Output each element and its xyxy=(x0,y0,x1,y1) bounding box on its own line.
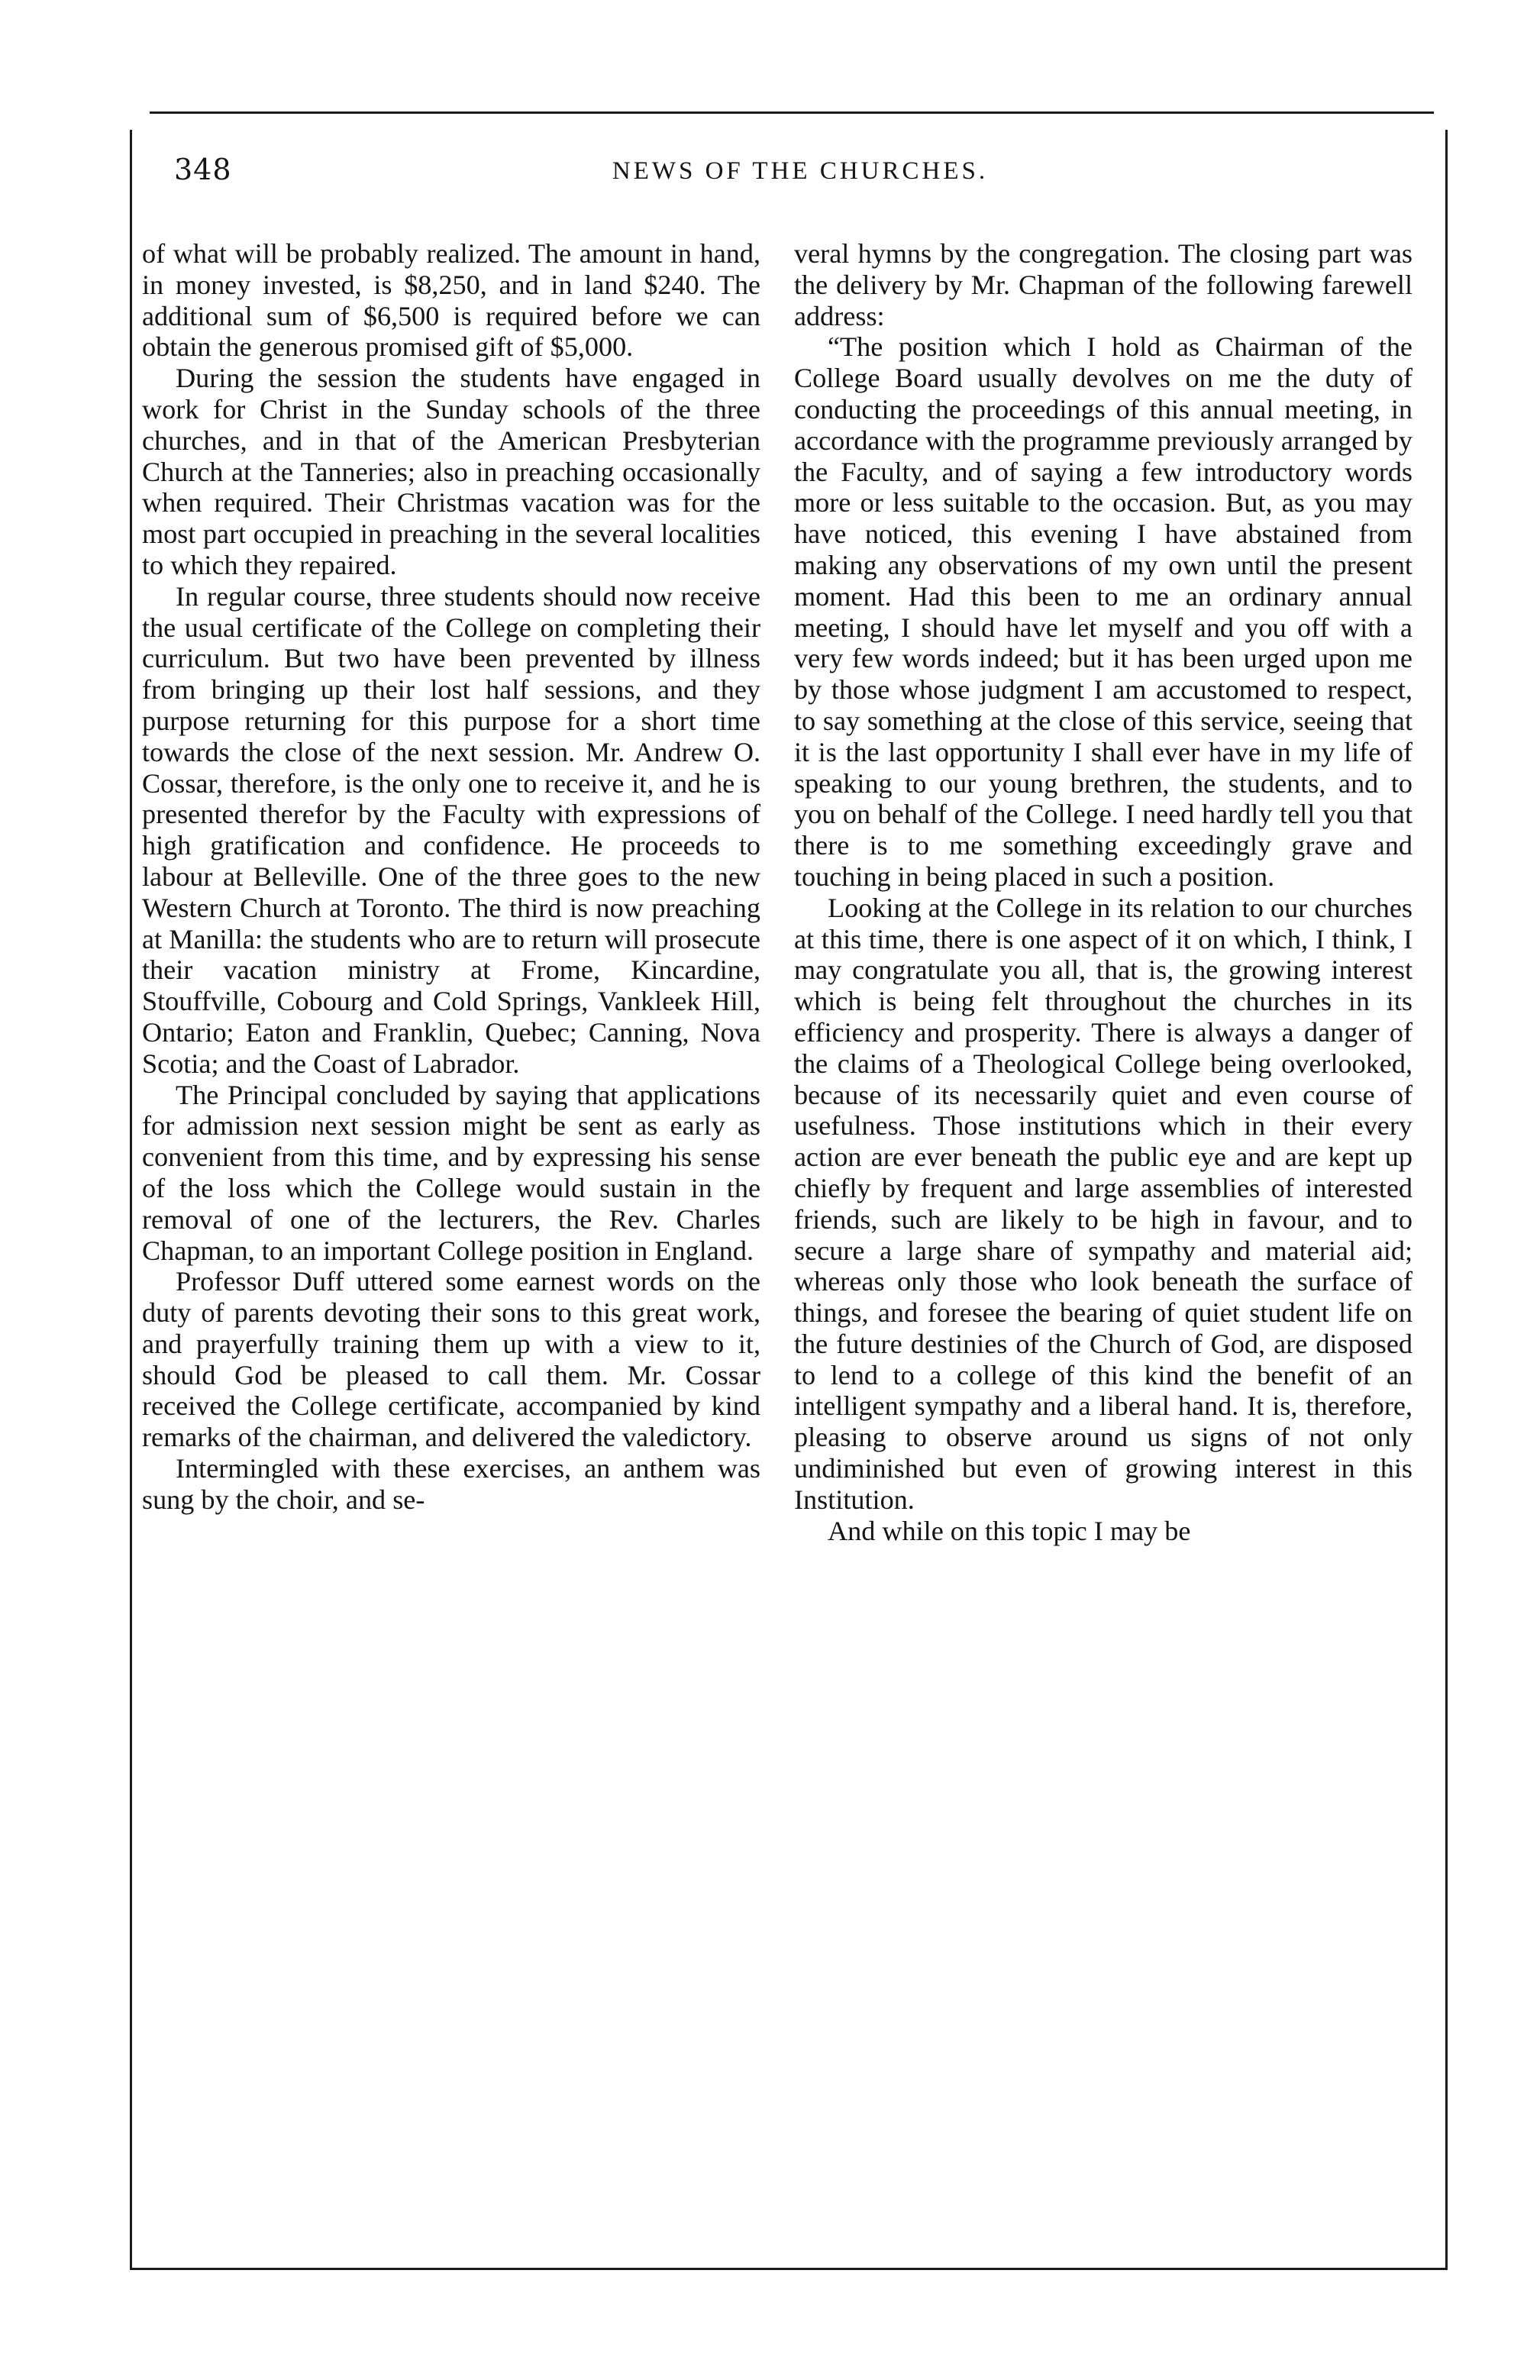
left-paragraph-5: Professor Duff uttered some earnest words on the duty of parents devoting their sons to this great work, and prayerfully training them up with a view to it, should God be pleased to call them. Mr. Cossar received the College certificate, accompanied by kind remarks of the chairman, and delivered the valedictory. xyxy=(142,1266,760,1453)
left-paragraph-1: of what will be probably realized. The amount in hand, in money invested, is $8,250, and in land $240. The additional sum of $6,500 is required before we can obtain the generous promised gift of $5,000. xyxy=(142,238,760,363)
right-column xyxy=(794,238,1412,1546)
left-paragraph-3: In regular course, three students should now receive the usual certificate of the College on completing their curriculum. But two have been prevented by illness from bringing up their lost half sessions, and they purpose returning for this purpose for a short time towards the close of the next session. Mr. Andrew O. Cossar, therefore, is the only one to receive it, and he is presented therefor by the Faculty with expressions of high gratification and confidence. He proceeds to labour at Belleville. One of the three goes to the new Western Church at Toronto. The third is now preaching at Manilla: the students who are to return will prosecute their vacation ministry at Frome, Kincardine, Stouffville, Cobourg and Cold Springs, Vankleek Hill, Ontario; Eaton and Franklin, Quebec; Canning, Nova Scotia; and the Coast of Labrador. xyxy=(142,580,760,1079)
page-frame-left-rule xyxy=(130,130,132,2268)
left-paragraph-2: During the session the students have engaged in work for Christ in the Sunday schools of the three churches, and in that of the American Presbyterian Church at the Tanneries; also in preaching occasionally when required. Their Christmas vacation was for the most part occupied in preaching in the several localities to which they repaired. xyxy=(142,363,760,580)
left-paragraph-4: The Principal concluded by saying that applications for admission next session might be sent as early as convenient from this time, and by expressing his sense of the loss which the College would sustain in the removal of one of the lecturers, the Rev. Charles Chapman, to an important College position in England. xyxy=(142,1079,760,1266)
running-title: NEWS OF THE CHURCHES. xyxy=(612,157,989,185)
left-paragraph-6: Intermingled with these exercises, an anthem was sung by the choir, and se- xyxy=(142,1453,760,1515)
page-frame-right-rule xyxy=(1445,130,1448,2268)
left-column xyxy=(142,238,760,1516)
page-number: 348 xyxy=(174,153,232,186)
right-paragraph-4: And while on this topic I may be xyxy=(828,1515,1191,1546)
right-paragraph-2: “The position which I hold as Chairman of the College Board usually devolves on me the duty of conducting the proceedings of this annual meeting, in accordance with the programme previously arranged by the Faculty, and of saying a few introductory words more or less suitable to the occasion. But, as you may have noticed, this evening I have abstained from making any observations of my own until the present moment. Had this been to me an ordinary annual meeting, I should have let myself and you off with a very few words indeed; but it has been urged upon me by those whose judgment I am accustomed to respect, to say something at the close of this service, seeing that it is the last opportunity I shall ever have in my life of speaking to our young brethren, the students, and to you on behalf of the College. I need hardly tell you that there is to me something exceedingly grave and touching in being placed in such a position. xyxy=(794,331,1412,892)
page-frame-bottom-rule xyxy=(130,2268,1448,2270)
page-frame-top-rule xyxy=(150,111,1434,114)
page-header xyxy=(174,153,1426,199)
right-paragraph-3: Looking at the College in its relation to our churches at this time, there is one aspect of it on which, I think, I may congratulate you all, that is, the growing interest which is being felt throughout the churches in its efficiency and prosperity. There is always a danger of the claims of a Theological College being overlooked, because of its necessarily quiet and even course of usefulness. Those institutions which in their every action are ever beneath the public eye and are kept up chiefly by frequent and large assemblies of interested friends, such are likely to be high in favour, and to secure a large share of sympathy and material aid; whereas only those who look beneath the surface of things, and foresee the bearing of quiet student life on the future destinies of the Church of God, are disposed to lend to a college of this kind the benefit of an intelligent sympathy and a liberal hand. It is, therefore, pleasing to observe around us signs of not only undiminished but even of growing interest in this Institution. xyxy=(794,892,1412,1515)
right-paragraph-1: veral hymns by the congregation. The closing part was the delivery by Mr. Chapman of the following farewell address: xyxy=(794,238,1412,331)
